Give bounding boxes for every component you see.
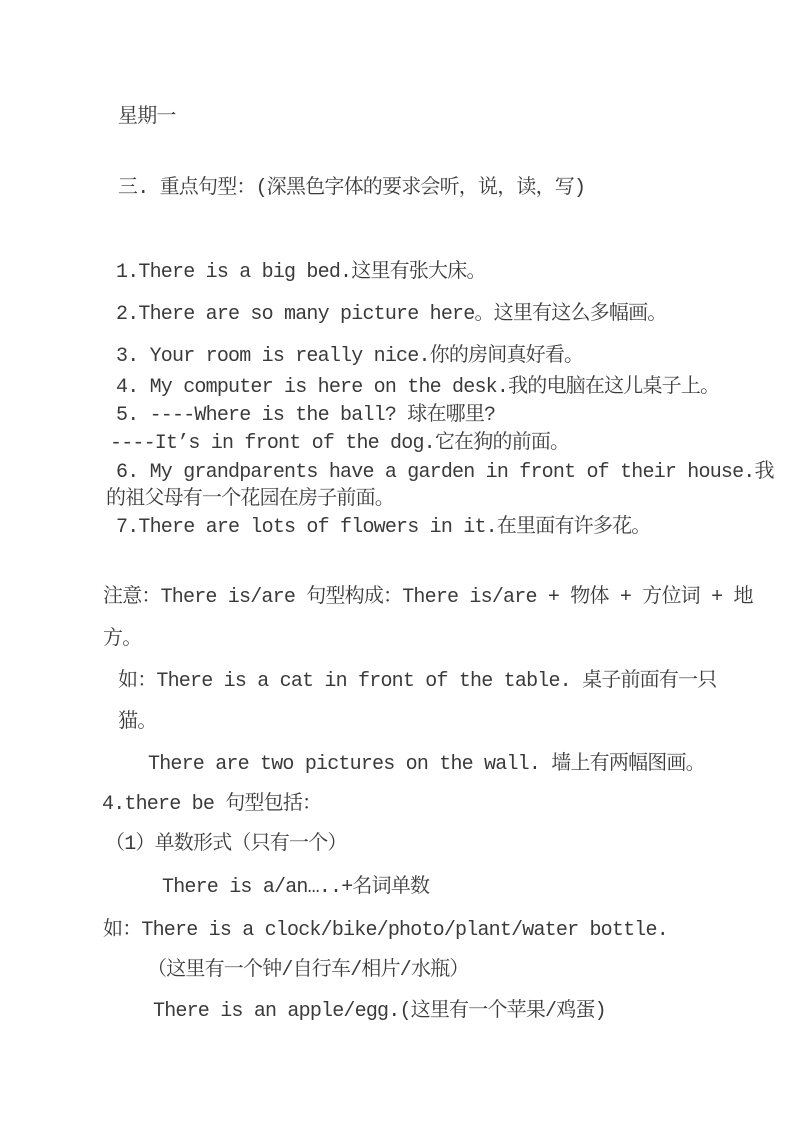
note-line-1: 注意：There is/are 句型构成：There is/are + 物体 + 方位词 + 地 <box>103 586 753 609</box>
note-line-2: 方。 <box>103 628 142 651</box>
sentence-6: 6. My grandparents have a garden in front of their house.我 <box>116 461 774 484</box>
sentence-6-continuation: 的祖父母有一个花园在房子前面。 <box>106 488 394 511</box>
sentence-5-answer: ----It’s in front of the dog.它在狗的前面。 <box>110 432 570 455</box>
example-cat-line-2: 猫。 <box>118 711 157 734</box>
example-clock-translation: （这里有一个钟/自行车/相片/水瓶） <box>147 959 469 982</box>
sentence-2: 2.There are so many picture here。这里有这么多幅画。 <box>116 303 667 326</box>
singular-form-heading: （1）单数形式（只有一个） <box>105 833 347 856</box>
section-heading: 三. 重点句型：(深黑色字体的要求会听，说，读，写) <box>118 177 586 200</box>
sentence-3: 3. Your room is really nice.你的房间真好看。 <box>116 345 584 368</box>
example-clock-line: 如：There is a clock/bike/photo/plant/water bottle. <box>103 919 668 942</box>
example-apple-line: There is an apple/egg.(这里有一个苹果/鸡蛋) <box>153 1000 606 1023</box>
example-wall-pictures: There are two pictures on the wall. 墙上有两幅图画。 <box>148 753 705 776</box>
sentence-7: 7.There are lots of flowers in it.在里面有许多花。 <box>116 516 651 539</box>
there-be-heading: 4.there be 句型包括： <box>102 793 322 816</box>
weekday-heading: 星期一 <box>118 106 176 129</box>
sentence-1: 1.There is a big bed.这里有张大床。 <box>116 261 486 284</box>
example-cat-line-1: 如：There is a cat in front of the table. 桌子前面有一只 <box>118 670 717 693</box>
sentence-5-question: 5. ----Where is the ball? 球在哪里? <box>116 404 496 427</box>
singular-pattern: There is a/an…..+名词单数 <box>162 876 430 899</box>
sentence-4: 4. My computer is here on the desk.我的电脑在这儿桌子上。 <box>116 376 720 399</box>
